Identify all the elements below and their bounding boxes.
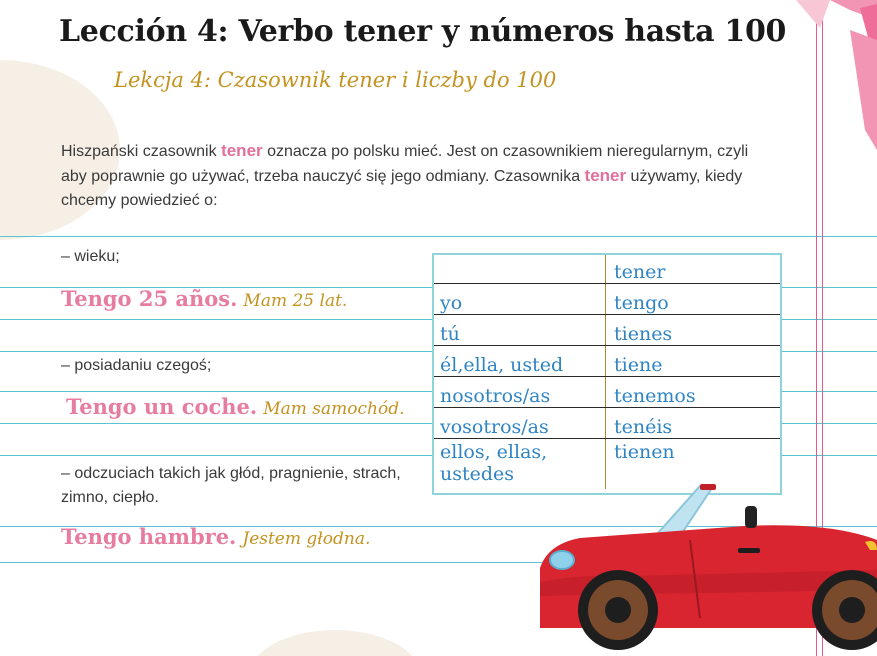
table-cell: él,ella, usted (432, 346, 606, 377)
intro-text: używamy, kiedy chcemy powiedzieć o: (61, 168, 743, 209)
table-cell: tenemos (606, 377, 781, 408)
conjugation-table (432, 253, 780, 489)
example-spanish: Tengo 25 años. (61, 286, 238, 311)
background-blob-bottom (250, 630, 420, 656)
table-row (432, 346, 780, 377)
table-cell: tiene (606, 346, 781, 377)
table-cell: vosotros/as (432, 408, 606, 439)
intro-paragraph (61, 139, 761, 213)
table-cell: tienen (614, 441, 675, 463)
example-spanish: Tengo un coche. (66, 394, 258, 419)
intro-text: Hiszpański czasownik (61, 143, 222, 160)
table-cell: tengo (606, 284, 781, 315)
example-sentence (61, 524, 370, 549)
use-label: – odczuciach takich jak głód, pragnienie, strach, zimno, ciepło. (61, 465, 401, 506)
pennant-flags-icon (790, 0, 877, 160)
table-cell: tú (432, 315, 606, 346)
table-header-row (432, 253, 780, 284)
table-row (432, 284, 780, 315)
table-row (432, 377, 780, 408)
page-subtitle: Lekcja 4: Czasownik tener i liczby do 100 (114, 68, 557, 92)
example-sentence (61, 286, 347, 311)
use-label: – posiadaniu czegoś; (61, 357, 212, 374)
ruled-line (0, 236, 877, 237)
use-label: – wieku; (61, 248, 120, 265)
table-cell: ellos, ellas, ustedes (432, 439, 606, 490)
page-title: Lección 4: Verbo tener y números hasta 100 (59, 14, 787, 49)
verb-highlight: tener (221, 141, 263, 160)
intro-text: oznacza po polsku mieć. Jest on czasownikiem nieregularnym, czyli aby poprawnie go używać, trzeba nauczyć się jego odmiany. Czasownika (61, 143, 749, 185)
example-polish: Mam samochód. (263, 399, 405, 419)
table-cell: tener (606, 253, 781, 284)
example-spanish: Tengo hambre. (61, 524, 237, 549)
table-cell: tenéis (606, 408, 781, 439)
example-polish: Mam 25 lat. (243, 291, 348, 311)
table-cell: tienes (606, 315, 781, 346)
example-polish: Jestem głodna. (242, 529, 371, 549)
table-cell: yo (432, 284, 606, 315)
table-row (432, 315, 780, 346)
red-convertible-car-icon (540, 478, 877, 656)
table-cell (432, 253, 606, 284)
verb-highlight: tener (584, 166, 627, 185)
table-row (432, 408, 780, 439)
table-cell: nosotros/as (432, 377, 606, 408)
example-sentence (66, 394, 405, 419)
